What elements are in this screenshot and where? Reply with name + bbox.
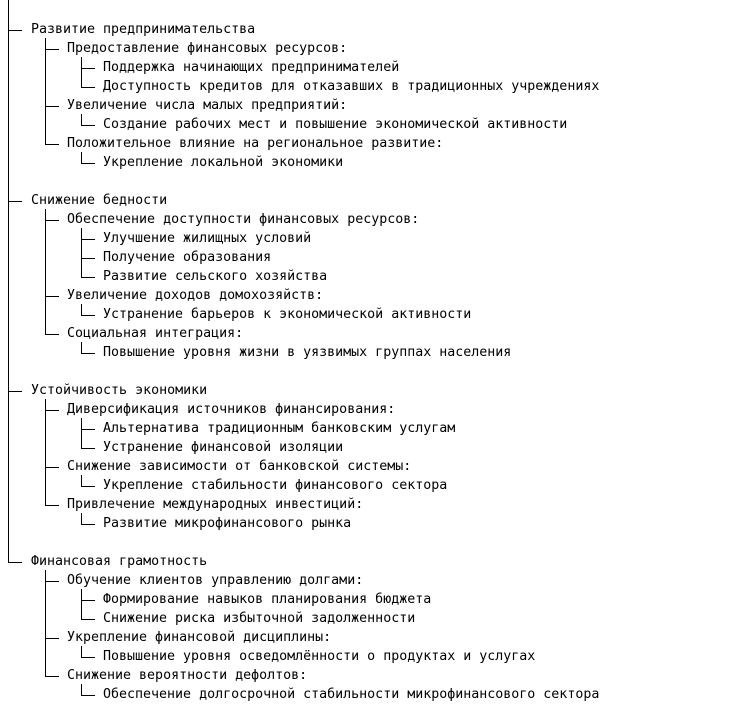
- tree-connector: [45, 399, 46, 506]
- tree-branch: [67, 457, 411, 476]
- tree-leaf-label: Устранение барьеров к экономической активности: [103, 307, 472, 322]
- tree-connector: [81, 152, 82, 164]
- tree-leaf: [103, 609, 415, 628]
- tree-connector: [45, 676, 59, 677]
- tree-connector: [81, 429, 95, 430]
- tree-connector: [45, 638, 59, 639]
- tree-leaf-label: Доступность кредитов для отказавших в традиционных учреждениях: [103, 79, 600, 94]
- tree-leaf-label: Развитие микрофинансового рынка: [103, 516, 352, 531]
- tree-leaf: [103, 647, 535, 666]
- tree-connector: [45, 144, 59, 145]
- tree-connector: [45, 334, 59, 335]
- tree-root-node-label: Финансовая грамотность: [31, 554, 208, 569]
- tree-connector: [8, 562, 22, 563]
- tree-branch-label: Увеличение числа малых предприятий:: [67, 98, 348, 113]
- tree-connector: [81, 513, 82, 525]
- tree-root-node: [31, 20, 255, 39]
- tree-connector: [45, 296, 59, 297]
- tree-root-node-label: Снижение бедности: [31, 193, 168, 208]
- tree-leaf: [103, 419, 455, 438]
- tree-leaf: [103, 248, 271, 267]
- tree-branch: [67, 628, 331, 647]
- tree-branch-label: Предоставление финансовых ресурсов:: [67, 41, 348, 56]
- tree-leaf-label: Устранение финансовой изоляции: [103, 440, 344, 455]
- tree-connector: [81, 600, 95, 601]
- tree-leaf-label: Снижение риска избыточной задолженности: [103, 611, 416, 626]
- tree-connector: [81, 57, 82, 88]
- tree-connector: [81, 258, 95, 259]
- tree-leaf-label: Укрепление локальной экономики: [103, 155, 344, 170]
- tree-leaf: [103, 153, 343, 172]
- tree-branch: [67, 286, 323, 305]
- tree-branch-label: Снижение зависимости от банковской системы:: [67, 459, 412, 474]
- tree-connector: [81, 342, 82, 354]
- tree-branch-label: Положительное влияние на региональное развитие:: [67, 136, 444, 151]
- tree-connector: [8, 201, 22, 202]
- tree-leaf: [103, 77, 599, 96]
- tree-leaf: [103, 514, 351, 533]
- tree-connector: [45, 49, 59, 50]
- tree-leaf: [103, 685, 599, 704]
- tree-connector: [81, 695, 95, 696]
- tree-root-node: [31, 552, 207, 571]
- tree-connector: [81, 125, 95, 126]
- tree-root-node: [31, 381, 207, 400]
- tree-connector: [81, 228, 82, 278]
- tree-connector: [45, 467, 59, 468]
- tree-connector: [45, 106, 59, 107]
- tree-branch: [67, 400, 395, 419]
- tree-connector: [8, 30, 22, 31]
- tree-connector: [81, 87, 95, 88]
- tree-leaf: [103, 58, 399, 77]
- tree-branch-label: Укрепление финансовой дисциплины:: [67, 630, 332, 645]
- tree-leaf: [103, 476, 447, 495]
- tree-leaf: [103, 343, 511, 362]
- tree-connector: [45, 38, 46, 145]
- tree-connector: [81, 589, 82, 620]
- tree-leaf-label: Обеспечение долгосрочной стабильности микрофинансового сектора: [103, 687, 600, 702]
- tree-branch-label: Снижение вероятности дефолтов:: [67, 668, 308, 683]
- tree-connector: [45, 410, 59, 411]
- tree-leaf: [103, 305, 471, 324]
- tree-branch: [67, 571, 363, 590]
- tree-leaf-label: Укрепление стабильности финансового сектора: [103, 478, 448, 493]
- tree-leaf-label: Повышение уровня жизни в уязвимых группах населения: [103, 345, 512, 360]
- tree-branch: [67, 39, 347, 58]
- tree-connector: [81, 524, 95, 525]
- tree-connector: [81, 304, 82, 316]
- tree-root-node-label: Развитие предпринимательства: [31, 22, 256, 37]
- tree-branch-label: Социальная интеграция:: [67, 326, 244, 341]
- tree-connector: [81, 353, 95, 354]
- tree-leaf: [103, 267, 327, 286]
- tree-leaf-label: Формирование навыков планирования бюджета: [103, 592, 432, 607]
- tree-connector: [81, 646, 82, 658]
- tree-connector: [45, 581, 59, 582]
- tree-branch: [67, 495, 363, 514]
- tree-connector: [81, 114, 82, 126]
- tree-branch-label: Диверсификация источников финансирования:: [67, 402, 396, 417]
- tree-connector: [81, 68, 95, 69]
- tree-connector: [81, 448, 95, 449]
- tree-connector: [81, 657, 95, 658]
- tree-connector: [81, 418, 82, 449]
- tree-connector: [81, 475, 82, 487]
- tree-branch: [67, 324, 243, 343]
- tree-leaf: [103, 115, 567, 134]
- tree-connector: [81, 277, 95, 278]
- tree-connector: [81, 619, 95, 620]
- tree-root-node-label: Устойчивость экономики: [31, 383, 208, 398]
- tree-branch: [67, 96, 347, 115]
- tree-leaf-label: Альтернатива традиционным банковским услугам: [103, 421, 456, 436]
- tree-branch-label: Привлечение международных инвестиций:: [67, 497, 364, 512]
- tree-leaf-label: Создание рабочих мест и повышение экономической активности: [103, 117, 568, 132]
- tree-leaf-label: Развитие сельского хозяйства: [103, 269, 328, 284]
- tree-connector: [8, 0, 9, 563]
- tree-connector: [45, 220, 59, 221]
- tree-connector: [81, 486, 95, 487]
- tree-connector: [81, 315, 95, 316]
- tree-leaf-label: Повышение уровня осведомлённости о продуктах и услугах: [103, 649, 536, 664]
- tree-leaf-label: Получение образования: [103, 250, 272, 265]
- tree-connector: [8, 391, 22, 392]
- tree-connector: [45, 570, 46, 677]
- tree-connector: [81, 684, 82, 696]
- tree-leaf: [103, 438, 343, 457]
- tree-branch: [67, 666, 307, 685]
- tree-branch: [67, 134, 443, 153]
- tree-leaf-label: Поддержка начинающих предпринимателей: [103, 60, 400, 75]
- tree-connector: [81, 239, 95, 240]
- tree-branch-label: Обеспечение доступности финансовых ресурсов:: [67, 212, 420, 227]
- tree-branch: [67, 210, 419, 229]
- tree-root-node: [31, 191, 167, 210]
- tree-leaf-label: Улучшение жилищных условий: [103, 231, 312, 246]
- tree-connector: [45, 209, 46, 335]
- tree-branch-label: Обучение клиентов управлению долгами:: [67, 573, 364, 588]
- tree-connector: [81, 163, 95, 164]
- tree-leaf: [103, 590, 431, 609]
- tree-branch-label: Увеличение доходов домохозяйств:: [67, 288, 324, 303]
- tree-connector: [45, 505, 59, 506]
- tree-leaf: [103, 229, 311, 248]
